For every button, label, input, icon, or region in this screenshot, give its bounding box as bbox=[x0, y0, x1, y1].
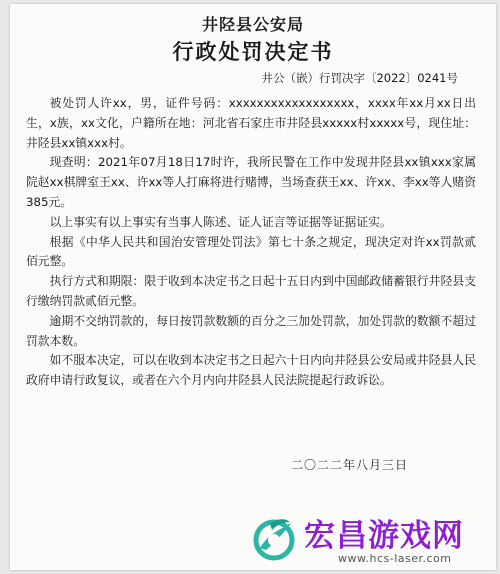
paragraph-payment-method: 执行方式和期限：限于收到本决定书之日起十五日内到中国邮政储蓄银行井陉县支行缴纳罚款贰佰元整。 bbox=[26, 274, 476, 308]
paragraph-offender-info: 被处罚人许xx，男，证件号码：xxxxxxxxxxxxxxxxxx，xxxx年xx月xx日出生，x族，xx文化，户籍所在地：河北省石家庄市井陉县xxxxx村xxxxx号，现住址：井陉县xx镇xxx村。 bbox=[26, 96, 476, 150]
document-title: 行政处罚决定书 bbox=[172, 39, 334, 64]
watermark-site-url: www.hcs-laser.com bbox=[338, 552, 452, 565]
document-number: 井公（嵌）行罚决字〔2022〕0241号 bbox=[261, 71, 458, 85]
dragon-swirl-logo-icon bbox=[250, 514, 298, 562]
paragraph-late-penalty: 逾期不交纳罚款的，每日按罚款数额的百分之三加处罚款，加处罚款的数额不超过罚款本数。 bbox=[26, 313, 476, 348]
paragraph-legal-basis: 根据《中华人民共和国治安管理处罚法》第七十条之规定，现决定对许xx罚款贰佰元整。 bbox=[26, 234, 476, 269]
document-body bbox=[26, 94, 476, 391]
watermark-site-name: 宏昌游戏网 bbox=[304, 518, 464, 554]
issue-date: 二〇二二年八月三日 bbox=[290, 458, 408, 472]
issuer-heading: 井陉县公安局 bbox=[201, 15, 304, 34]
site-watermark bbox=[244, 510, 496, 570]
penalty-decision-document bbox=[10, 4, 496, 570]
paragraph-appeal-rights: 如不服本决定，可以在收到本决定书之日起六十日内向井陉县公安局或井陉县人民政府申请行政复议，或者在六个月内向井陉县人民法院提起行政诉讼。 bbox=[26, 353, 476, 388]
paragraph-findings: 现查明：2021年07月18日17时许，我所民警在工作中发现井陉县xx镇xxx家属院赵xx棋牌室王xx、许xx等人打麻将进行赌博，当场查获王xx、许xx、李xx等人赌资385元。 bbox=[26, 155, 476, 209]
paragraph-evidence: 以上事实有以上事实有当事人陈述、证人证言等证据等证据证实。 bbox=[49, 214, 392, 229]
